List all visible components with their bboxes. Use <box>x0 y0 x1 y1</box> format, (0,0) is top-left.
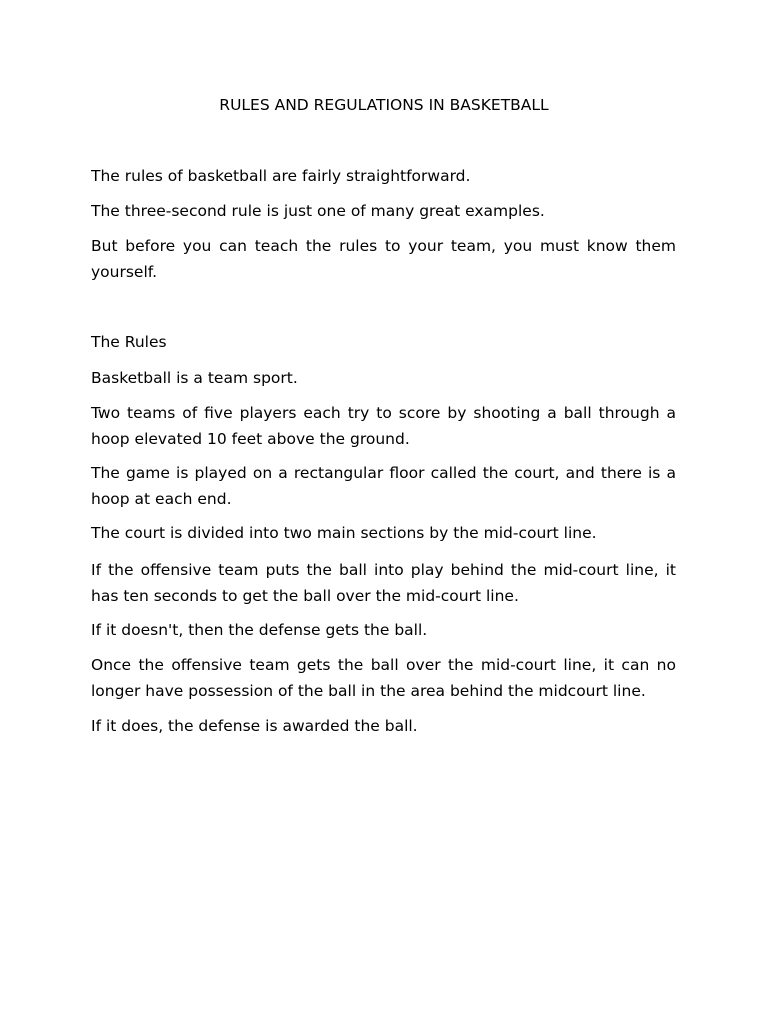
intro-paragraph-3: But before you can teach the rules to your team, you must know them yourself. <box>91 237 676 281</box>
rule-paragraph-6: If it doesn't, then the defense gets the ball. <box>91 621 428 639</box>
rule-paragraph-7: Once the offensive team gets the ball over the mid-court line, it can no longer have possession of the ball in the area behind the midcourt line. <box>91 656 676 700</box>
rule-paragraph-3: The game is played on a rectangular floor called the court, and there is a hoop at each end. <box>91 464 676 508</box>
rule-paragraph-8: If it does, the defense is awarded the ball. <box>91 717 418 735</box>
rule-paragraph-4: The court is divided into two main sections by the mid-court line. <box>91 524 597 542</box>
rule-paragraph-2: Two teams of five players each try to score by shooting a ball through a hoop elevated 10 feet above the ground. <box>91 404 676 448</box>
intro-paragraph-1: The rules of basketball are fairly straightforward. <box>91 167 471 185</box>
intro-paragraph-2: The three-second rule is just one of many great examples. <box>91 202 545 220</box>
rule-paragraph-1: Basketball is a team sport. <box>91 369 298 387</box>
rule-paragraph-5: If the offensive team puts the ball into play behind the mid-court line, it has ten seconds to get the ball over the mid-court line. <box>91 561 676 605</box>
page-title: RULES AND REGULATIONS IN BASKETBALL <box>219 96 549 114</box>
section-heading: The Rules <box>91 333 167 351</box>
